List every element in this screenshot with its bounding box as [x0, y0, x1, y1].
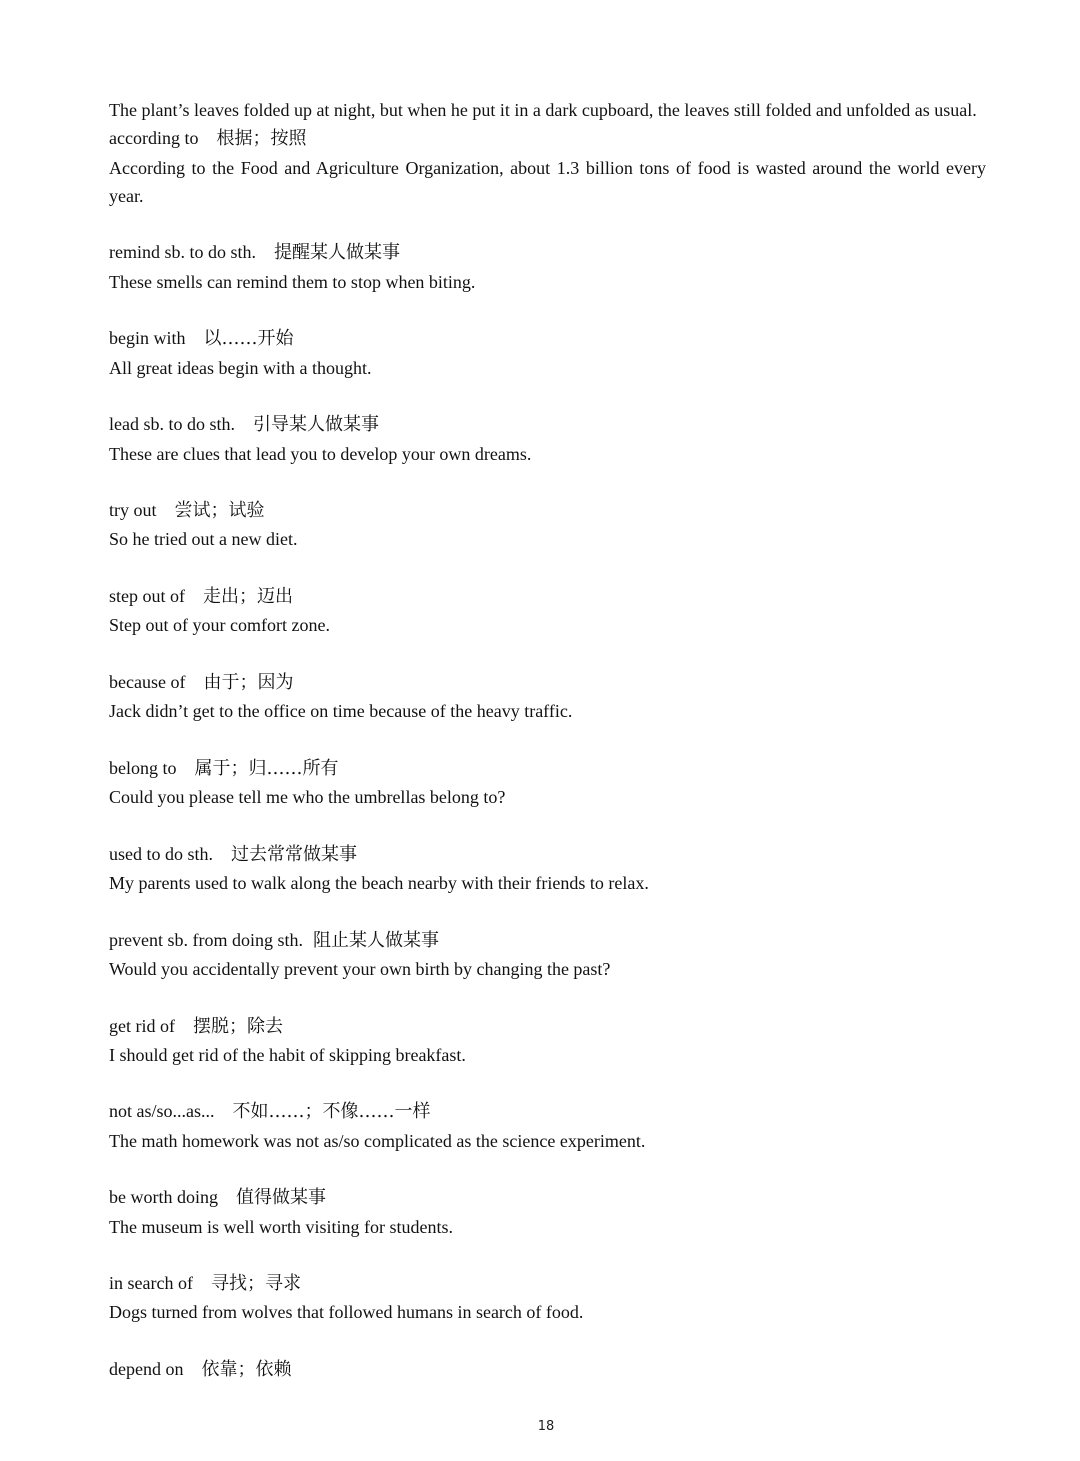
entry-used-to-do-sth — [109, 840, 986, 898]
entry-heading — [109, 754, 986, 783]
entry-example: Would you accidentally prevent your own birth by changing the past? — [109, 958, 611, 979]
entry-phrase: lead sb. to do sth. — [109, 414, 235, 435]
intro-sentence: The plant’s leaves folded up at night, but when he put it in a dark cupboard, the leaves still folded and unfolded as usual. — [109, 100, 977, 120]
entry-heading — [109, 324, 986, 353]
entry-phrase: because of — [109, 671, 186, 692]
entry-remind-sb-to-do-sth — [109, 238, 986, 296]
entry-example: My parents used to walk along the beach nearby with their friends to relax. — [109, 873, 649, 894]
entry-phrase: prevent sb. from doing sth. — [109, 929, 303, 950]
entry-example: Could you please tell me who the umbrellas belong to? — [109, 787, 506, 808]
entry-heading — [109, 1012, 986, 1041]
spacer — [109, 1241, 986, 1269]
entry-depend-on — [109, 1355, 986, 1384]
entry-phrase: try out — [109, 500, 157, 521]
entry-example: I should get rid of the habit of skipping breakfast. — [109, 1044, 466, 1065]
entry-phrase: not as/so...as... — [109, 1101, 215, 1122]
entry-heading — [109, 582, 986, 611]
spacer — [109, 726, 986, 754]
entry-heading — [109, 496, 986, 525]
spacer — [109, 382, 986, 410]
entry-phrase: belong to — [109, 757, 177, 778]
entry-because-of — [109, 668, 986, 726]
entry-lead-sb-to-do-sth — [109, 410, 986, 468]
entry-heading — [109, 840, 986, 869]
entry-belong-to — [109, 754, 986, 812]
entry-phrase: get rid of — [109, 1015, 175, 1036]
entry-meaning: 摆脱；除去 — [192, 1015, 283, 1037]
entry-example: Step out of your comfort zone. — [109, 615, 330, 636]
entry-meaning: 值得做某事 — [235, 1187, 326, 1209]
entry-meaning: 阻止某人做某事 — [312, 929, 439, 951]
spacer — [109, 210, 986, 238]
entry-meaning: 属于；归……所有 — [194, 757, 339, 779]
entry-phrase: begin with — [109, 328, 186, 349]
entry-meaning: 提醒某人做某事 — [274, 242, 400, 264]
entry-according-to — [109, 124, 986, 210]
spacer — [109, 640, 986, 668]
entry-example: So he tried out a new diet. — [109, 529, 298, 550]
entry-meaning: 寻找；寻求 — [210, 1273, 301, 1295]
entry-meaning: 不如……；不像……一样 — [232, 1101, 431, 1123]
entry-heading — [109, 1183, 986, 1212]
entry-meaning: 由于；因为 — [203, 671, 294, 693]
entry-example: The museum is well worth visiting for students. — [109, 1216, 453, 1237]
entry-phrase: in search of — [109, 1273, 193, 1294]
entry-try-out — [109, 496, 986, 554]
entry-heading — [109, 124, 986, 153]
entry-heading — [109, 1355, 986, 1384]
entry-phrase: according to — [109, 128, 199, 149]
entry-phrase: be worth doing — [109, 1187, 218, 1208]
entry-meaning: 过去常常做某事 — [231, 843, 358, 865]
entry-phrase: remind sb. to do sth. — [109, 242, 256, 263]
entry-example: Jack didn’t get to the office on time because of the heavy traffic. — [109, 701, 573, 722]
spacer — [109, 897, 986, 925]
entry-heading — [109, 238, 986, 267]
spacer — [109, 1155, 986, 1183]
entry-begin-with — [109, 324, 986, 382]
entry-not-as-so-as — [109, 1097, 986, 1155]
entry-heading — [109, 926, 986, 955]
entry-example: These smells can remind them to stop when biting. — [109, 271, 476, 292]
entry-heading — [109, 1269, 986, 1298]
entry-example: These are clues that lead you to develop your own dreams. — [109, 443, 532, 464]
entry-heading — [109, 1097, 986, 1126]
entry-prevent-sb-from-doing-sth — [109, 926, 986, 984]
spacer — [109, 1069, 986, 1097]
page-number: 18 — [537, 1419, 555, 1434]
entry-be-worth-doing — [109, 1183, 986, 1241]
entry-meaning: 尝试；试验 — [174, 500, 265, 522]
entry-meaning: 走出；迈出 — [203, 586, 293, 608]
entry-heading — [109, 668, 986, 697]
document-page — [109, 96, 986, 1384]
entry-heading — [109, 410, 986, 439]
entry-meaning: 以……开始 — [203, 328, 294, 350]
spacer — [109, 468, 986, 496]
entry-step-out-of — [109, 582, 986, 640]
entry-phrase: used to do sth. — [109, 843, 214, 864]
entry-in-search-of — [109, 1269, 986, 1327]
entry-example: All great ideas begin with a thought. — [109, 357, 372, 378]
entry-example: The math homework was not as/so complicated as the science experiment. — [109, 1130, 646, 1151]
spacer — [109, 983, 986, 1011]
entry-example: Dogs turned from wolves that followed humans in search of food. — [109, 1302, 584, 1323]
entry-phrase: step out of — [109, 586, 185, 607]
entry-phrase: depend on — [109, 1359, 184, 1380]
spacer — [109, 811, 986, 839]
entry-get-rid-of — [109, 1012, 986, 1070]
spacer — [109, 554, 986, 582]
entry-meaning: 引导某人做某事 — [253, 414, 379, 436]
entry-meaning: 根据；按照 — [216, 128, 307, 150]
entry-meaning: 依靠；依赖 — [201, 1359, 292, 1381]
spacer — [109, 1327, 986, 1355]
entry-example: According to the Food and Agriculture Organization, about 1.3 billion tons of food is wasted around the world every year. — [109, 157, 986, 206]
spacer — [109, 296, 986, 324]
